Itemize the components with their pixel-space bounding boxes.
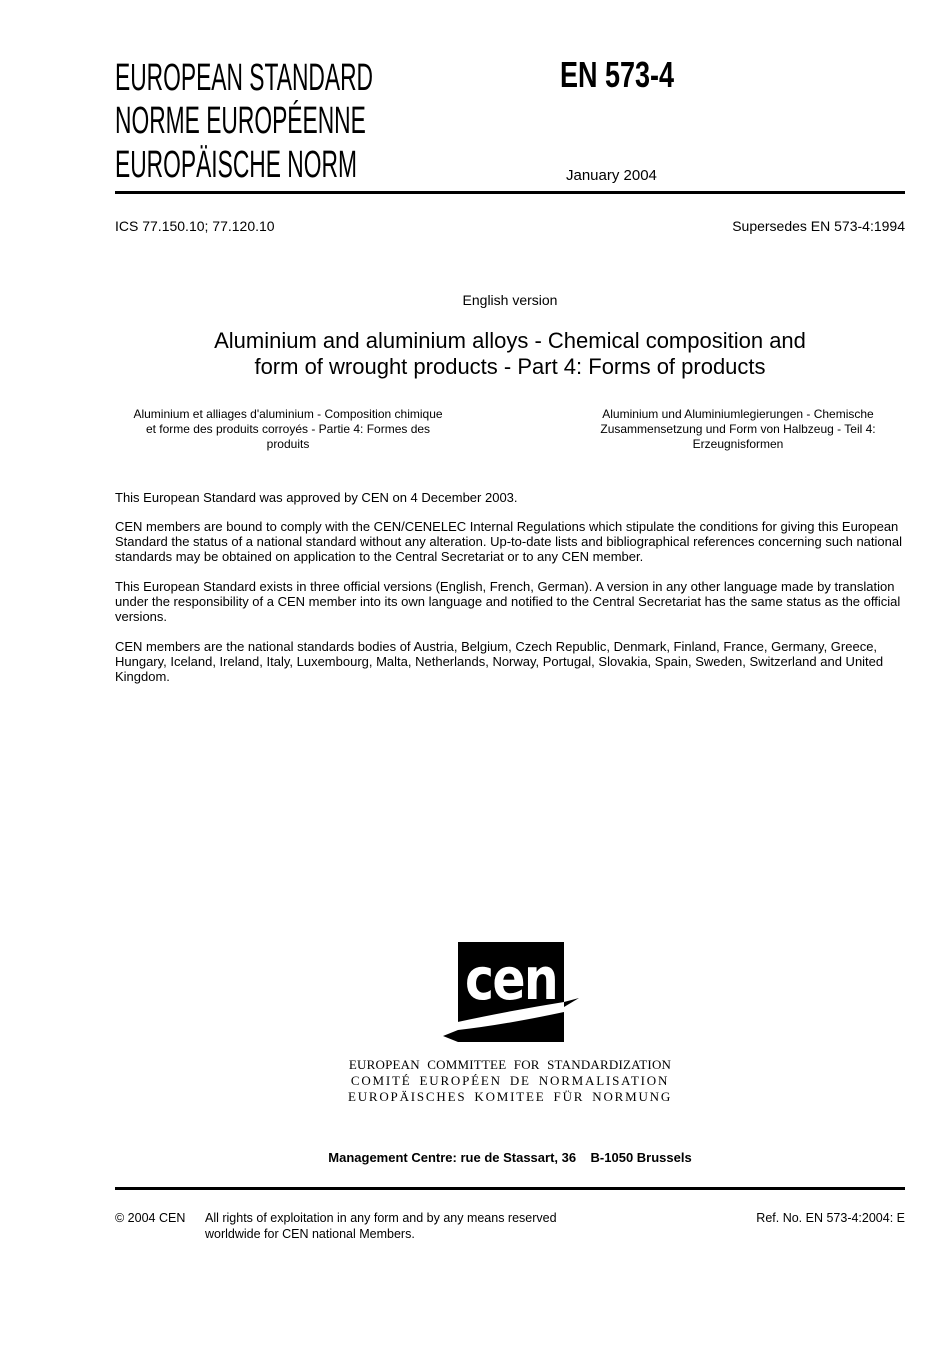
- regulations-paragraph: CEN members are bound to comply with the CEN/CENELEC Internal Regulations which stipulate the conditions for giving this European Standard the status of a national standard without any alteration. Up-to-date lists and bibliographical references concerning such national standards may be obtained on application to the Central Secretariat or to any CEN member.: [115, 519, 902, 564]
- footer-divider: [115, 1187, 905, 1190]
- rights-statement-line-1: All rights of exploitation in any form and by any means reserved: [205, 1211, 557, 1225]
- rights-statement-line-2: worldwide for CEN national Members.: [205, 1226, 415, 1241]
- header-title-french: [115, 100, 545, 144]
- french-title: [118, 407, 458, 452]
- header-title-french-text: NORME EUROPÉENNE: [115, 100, 366, 142]
- french-title-line-2: et forme des produits corroyés - Partie 4: Formes des: [145, 422, 431, 436]
- meta-row: [115, 218, 905, 234]
- committee-line-german: EUROPÄISCHES KOMITEE FÜR NORMUNG: [347, 1089, 673, 1104]
- german-title: [568, 407, 908, 452]
- cen-logo-swoosh-tail-icon: [443, 1030, 458, 1042]
- members-paragraph: CEN members are the national standards bodies of Austria, Belgium, Czech Republic, Denmark, Finland, France, Germany, Greece, Hungary, Iceland, Ireland, Italy, Luxembourg, Malta, Netherlands, Norway, Portugal, Slovakia, Spain, Sweden, Switzerland and United Kingdom.: [115, 639, 884, 684]
- french-title-line-1: Aluminium et alliages d'aluminium - Composition chimique: [133, 407, 443, 421]
- approval-paragraph: This European Standard was approved by CEN on 4 December 2003.: [115, 490, 518, 505]
- header-title-german-text: EUROPÄISCHE NORM: [115, 143, 357, 186]
- ics-code: ICS 77.150.10; 77.120.10: [115, 218, 275, 234]
- header-title-english-text: EUROPEAN STANDARD: [115, 56, 374, 99]
- header-titles: [115, 56, 545, 187]
- rights-statement: [205, 1211, 605, 1242]
- cen-logo-text: cen: [465, 945, 557, 1013]
- document-title-line-1: Aluminium and aluminium alloys - Chemical composition and: [214, 328, 806, 353]
- standard-number-text: EN 573-4: [560, 54, 675, 95]
- issue-date: January 2004: [566, 167, 657, 184]
- header-divider: [115, 191, 905, 194]
- header-title-english: [115, 56, 545, 100]
- document-title-line-2: form of wrought products - Part 4: Forms of products: [254, 354, 766, 379]
- cen-logo-swoosh-tip-icon: [564, 998, 579, 1007]
- committee-names: [115, 1057, 905, 1105]
- committee-line-french: COMITÉ EUROPÉEN DE NORMALISATION: [350, 1073, 670, 1088]
- document-title: [115, 328, 905, 380]
- french-title-line-3: produits: [266, 437, 310, 451]
- german-title-line-2: Zusammensetzung und Form von Halbzeug - Teil 4:: [600, 422, 876, 436]
- header-title-german: [115, 143, 545, 187]
- cen-logo-icon: [433, 937, 583, 1049]
- copyright-notice: © 2004 CEN: [115, 1211, 186, 1225]
- versions-paragraph: This European Standard exists in three official versions (English, French, German). A version in any other language made by translation under the responsibility of a CEN member into its own language and notified to the Central Secretariat has the same status as the official versions.: [115, 579, 901, 624]
- german-title-line-1: Aluminium und Aluminiumlegierungen - Chemische: [602, 407, 874, 421]
- supersedes-note: Supersedes EN 573-4:1994: [732, 218, 905, 234]
- german-title-line-3: Erzeugnisformen: [692, 437, 784, 451]
- version-label: English version: [462, 292, 558, 308]
- management-centre-address: Management Centre: rue de Stassart, 36 B-1050 Brussels: [328, 1150, 692, 1165]
- standard-number: [560, 56, 712, 96]
- reference-number: Ref. No. EN 573-4:2004: E: [756, 1211, 905, 1225]
- committee-line-english: EUROPEAN COMMITTEE FOR STANDARDIZATION: [348, 1057, 672, 1072]
